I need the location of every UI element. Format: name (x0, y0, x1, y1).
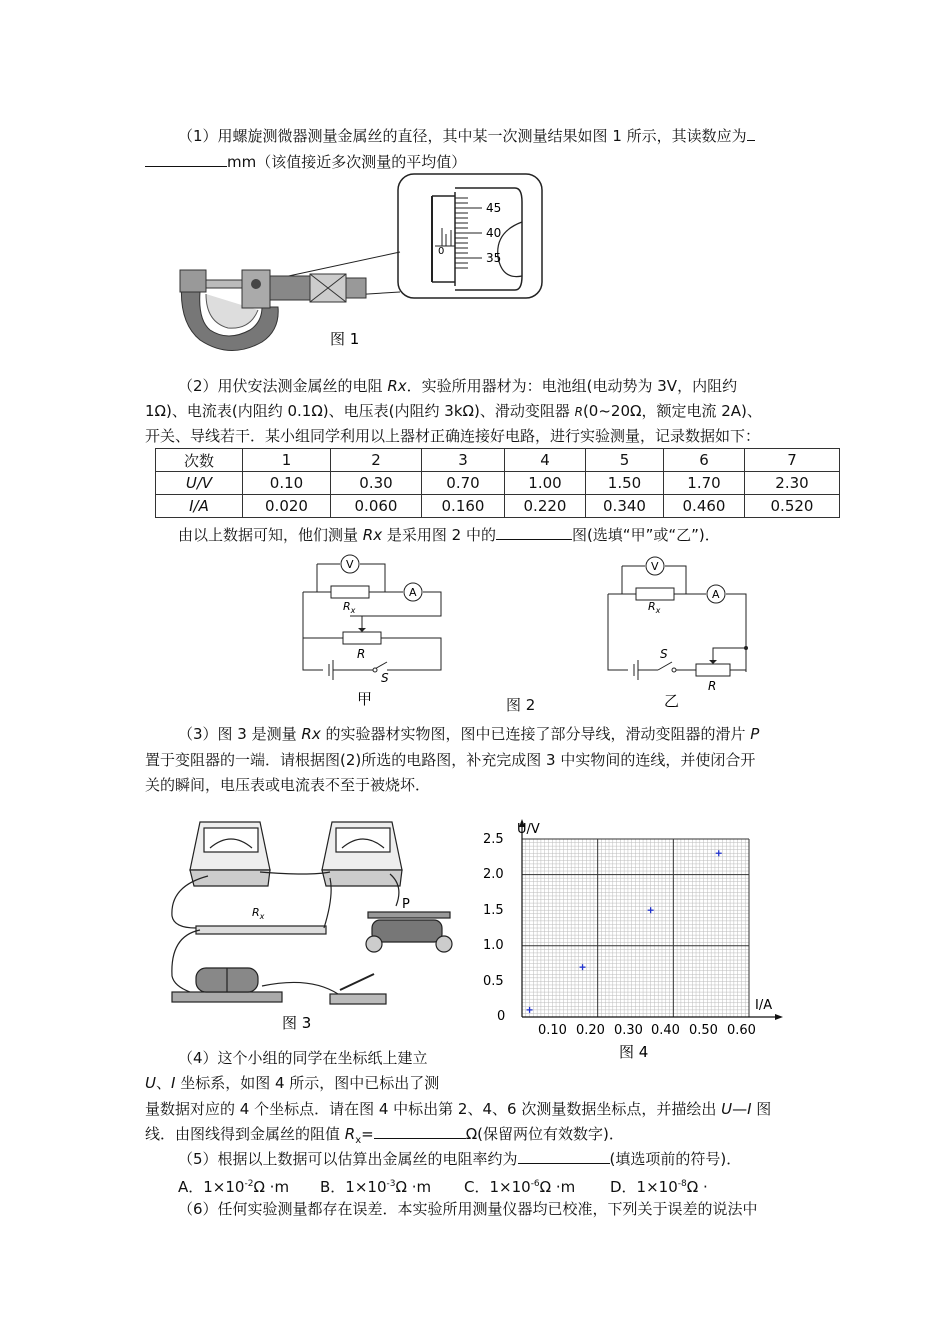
x-axis-arrow (775, 1014, 783, 1020)
fig1-label: 图 1 (330, 330, 360, 348)
scale-label-45: 45 (486, 201, 502, 215)
voltmeter-label: V (346, 558, 354, 571)
label-yi: 乙 (664, 692, 680, 710)
q4-line2: U、I 坐标系，如图 4 所示，图中已标出了测 (145, 1074, 440, 1092)
y-tick-label: 2.5 (483, 832, 504, 847)
option-a[interactable]: A．$1\times 10^{-2}\Omega \cdot m$ (178, 1178, 290, 1196)
table-cell: 2.30 (745, 472, 840, 495)
table-cell: 1.00 (505, 472, 586, 495)
s-label: S (381, 671, 389, 685)
q5-line1: （5）根据以上数据可以估算出金属丝的电阻率约为 (填选项前的符号)． (178, 1147, 741, 1171)
table-cell: 6 (664, 449, 745, 472)
table-row (156, 472, 840, 495)
q2-line3: 开关、导线若干．某小组同学利用以上器材正确连接好电路，进行实验测量，记录数据如下： (145, 427, 761, 445)
rx-label-fig3: $R_x$ (252, 906, 265, 921)
option-c[interactable]: C．$1\times 10^{-6}\Omega \cdot m$ (464, 1178, 576, 1196)
table-cell: 0.340 (586, 495, 664, 518)
table-cell: 0.220 (505, 495, 586, 518)
scale-label-40: 40 (486, 226, 502, 240)
ammeter-label: A (409, 586, 417, 599)
y-axis-label: U/V (517, 822, 540, 837)
table-cell: 0.060 (331, 495, 422, 518)
q4-line3: 量数据对应的 4 个坐标点．请在图 4 中标出第 2、4、6 次测量数据坐标点，并描绘出 U—I 图 (145, 1100, 772, 1118)
q1-answer-blank-start[interactable] (747, 124, 755, 141)
graph-minor-grid (522, 839, 749, 1017)
q4-line1: （4）这个小组的同学在坐标纸上建立 (178, 1049, 428, 1067)
table-cell: 0.10 (243, 472, 331, 495)
table-cell: U/V (156, 472, 243, 495)
voltmeter-label: V (651, 560, 659, 573)
scale-zero: 0 (438, 246, 445, 257)
q4-line4: 线．由图线得到金属丝的阻值 $R_x= \Omega$(保留两位有效数字)． (145, 1122, 624, 1153)
x-tick-label: 0.40 (651, 1023, 680, 1038)
table-cell: 0.020 (243, 495, 331, 518)
fig2-label: 图 2 (506, 696, 536, 714)
x-tick-label: 0.20 (576, 1023, 605, 1038)
q3-line2: 置于变阻器的一端．请根据图(2)所选的电路图，补充完成图 3 中实物间的连线，并使闭合开 (145, 751, 756, 769)
fig4-label: 图 4 (619, 1043, 649, 1061)
table-cell: 1 (243, 449, 331, 472)
apparatus-figure (160, 816, 460, 1036)
table-cell: 0.30 (331, 472, 422, 495)
data-point (648, 907, 654, 913)
table-cell: 次数 (156, 449, 243, 472)
data-table (155, 448, 840, 518)
q2-line2: 1Ω)、电流表(内阻约 0.1Ω)、电压表(内阻约 3kΩ)、滑动变阻器 R(0~20Ω，额定电流 2A)、 (145, 402, 762, 420)
option-b[interactable]: B．$1\times 10^{-3}\Omega \cdot m$ (320, 1178, 432, 1196)
circuit-jia (295, 550, 455, 710)
q1-answer-blank[interactable] (145, 150, 227, 167)
q1-line2: mm（该值接近多次测量的平均值） (145, 150, 466, 174)
table-cell: 0.520 (745, 495, 840, 518)
data-point (580, 964, 586, 970)
label-jia: 甲 (357, 690, 373, 708)
table-cell: 5 (586, 449, 664, 472)
table-cell: 0.70 (422, 472, 505, 495)
y-tick-label: 1.0 (483, 938, 504, 953)
u-i-graph (475, 815, 795, 1065)
table-cell: 1.70 (664, 472, 745, 495)
y-tick-label: 0.5 (483, 974, 504, 989)
r-label: R (357, 647, 366, 661)
table-cell: 4 (505, 449, 586, 472)
table-cell: 0.460 (664, 495, 745, 518)
rx-label: $R_x$ (648, 600, 661, 615)
table-cell: 0.160 (422, 495, 505, 518)
table-cell: 1.50 (586, 472, 664, 495)
slider-p-label: P (402, 897, 410, 912)
scale-label-35: 35 (486, 251, 502, 265)
data-point (527, 1007, 533, 1013)
q3-line1: （3）图 3 是测量 Rx 的实验器材实物图，图中已连接了部分导线，滑动变阻器的滑片 P (178, 725, 760, 743)
micrometer-figure (170, 172, 550, 362)
ammeter-label: A (712, 588, 720, 601)
y-tick-label: 1.5 (483, 903, 504, 918)
q4-answer-blank[interactable] (374, 1122, 466, 1139)
rx-label: $R_x$ (343, 600, 356, 615)
y-tick-label: 2.0 (483, 867, 504, 882)
fig3-label: 图 3 (282, 1014, 312, 1032)
s-label: S (660, 647, 668, 661)
graph-axes (519, 819, 783, 1020)
x-tick-label: 0.60 (727, 1023, 756, 1038)
q2-line1: （2）用伏安法测金属丝的电阻 Rx．实验所用器材为：电池组(电动势为 3V，内阻约 (178, 377, 738, 395)
circuit-yi (600, 552, 760, 712)
q6-line1: （6）任何实验测量都存在误差．本实验所用测量仪器均已校准，下列关于误差的说法中 (178, 1200, 758, 1218)
origin-label: 0 (497, 1009, 506, 1024)
table-cell: 3 (422, 449, 505, 472)
x-tick-label: 0.30 (614, 1023, 643, 1038)
q3-line3: 关的瞬间，电压表或电流表不至于被烧坏． (145, 776, 431, 794)
q5-answer-blank[interactable] (518, 1147, 610, 1164)
table-cell: I/A (156, 495, 243, 518)
q2-after-table: 由以上数据可知，他们测量 Rx 是采用图 2 中的 图(选填“甲”或“乙”)． (178, 523, 720, 547)
table-row (156, 449, 840, 472)
x-tick-label: 0.50 (689, 1023, 718, 1038)
q5-options (178, 1172, 708, 1199)
table-cell: 7 (745, 449, 840, 472)
r-label: R (708, 679, 717, 693)
x-tick-label: 0.10 (538, 1023, 567, 1038)
option-d[interactable]: D．$1\times 10^{-8}\Omega$ · (610, 1178, 708, 1196)
q1-line1: （1）用螺旋测微器测量金属丝的直径，其中某一次测量结果如图 1 所示，其读数应为 (178, 124, 755, 148)
table-row (156, 495, 840, 518)
q2-answer-blank[interactable] (496, 523, 572, 540)
x-axis-label: I/A (755, 998, 773, 1013)
table-cell: 2 (331, 449, 422, 472)
data-point (716, 850, 722, 856)
